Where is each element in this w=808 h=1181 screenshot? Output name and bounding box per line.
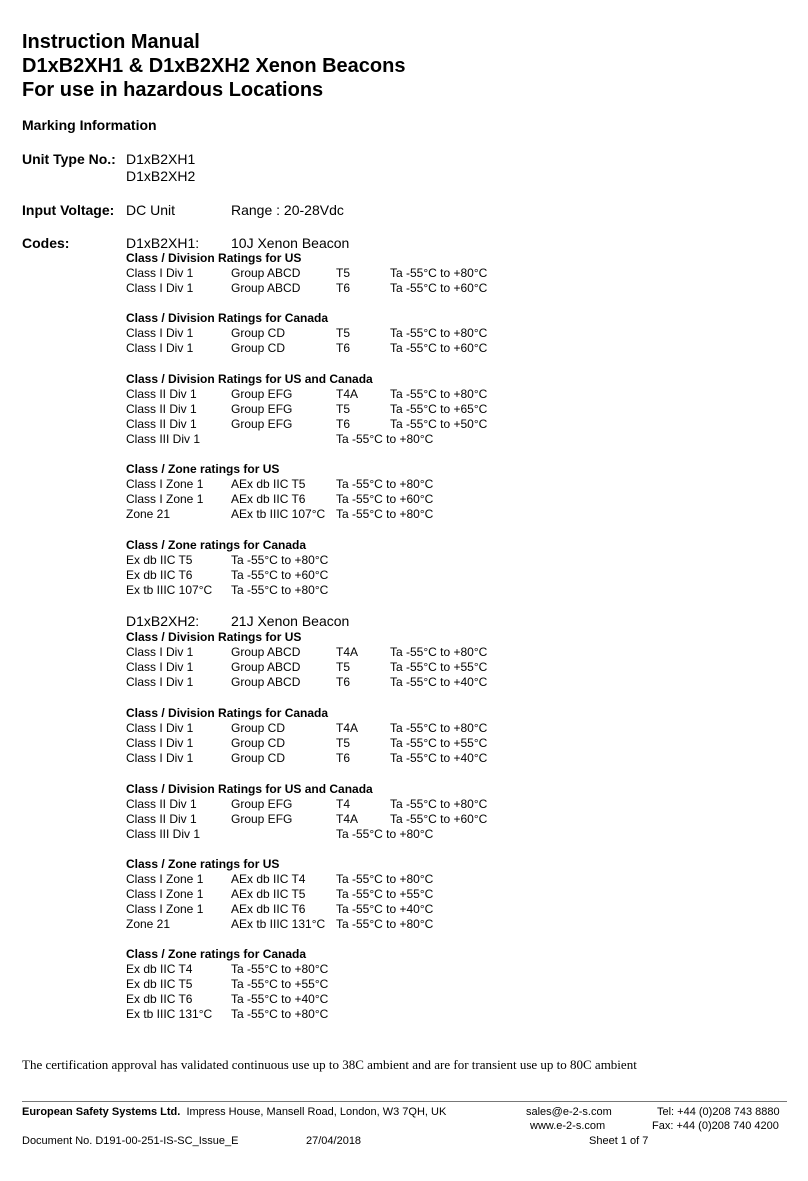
section-heading: Class / Division Ratings for Canada <box>126 311 329 325</box>
group-cell: Group EFG <box>231 387 293 401</box>
marking-cell: Ex db IIC T5 <box>126 553 193 567</box>
ambient-cell: Ta -55°C to +80°C <box>336 917 434 931</box>
ambient-cell: Ta -55°C to +40°C <box>390 751 488 765</box>
group-cell: Group CD <box>231 341 286 355</box>
certification-note: The certification approval has validated continuous use up to 38C ambient and are for transient use up to 80C ambient <box>22 1057 637 1072</box>
temp-class-cell: T5 <box>336 326 351 340</box>
model-description: 10J Xenon Beacon <box>231 235 350 251</box>
marking-cell: AEx tb IIIC 131°C <box>231 917 326 931</box>
temp-class-cell: T5 <box>336 266 351 280</box>
company-address: Impress House, Mansell Road, London, W3 7QH, UK <box>186 1106 447 1118</box>
temp-class-cell: T4 <box>336 797 351 811</box>
ambient-cell: Ta -55°C to +80°C <box>336 827 434 841</box>
input-voltage-range: Range : 20-28Vdc <box>231 202 344 218</box>
class-cell: Class I Zone 1 <box>126 887 204 901</box>
ambient-cell: Ta -55°C to +80°C <box>231 553 329 567</box>
temp-class-cell: T5 <box>336 402 351 416</box>
marking-cell: AEx db IIC T6 <box>231 902 306 916</box>
class-cell: Zone 21 <box>126 917 171 931</box>
ambient-cell: Ta -55°C to +80°C <box>336 507 434 521</box>
class-cell: Class I Div 1 <box>126 721 194 735</box>
class-cell: Class II Div 1 <box>126 812 197 826</box>
ambient-cell: Ta -55°C to +60°C <box>336 492 434 506</box>
class-cell: Class I Div 1 <box>126 751 194 765</box>
usage-title: For use in hazardous Locations <box>22 79 324 101</box>
telephone: Tel: +44 (0)208 743 8880 <box>657 1106 780 1118</box>
marking-cell: Ex db IIC T5 <box>126 977 193 991</box>
ambient-cell: Ta -55°C to +80°C <box>390 721 488 735</box>
marking-cell: AEx db IIC T5 <box>231 477 306 491</box>
class-cell: Class I Zone 1 <box>126 902 204 916</box>
ambient-cell: Ta -55°C to +80°C <box>390 326 488 340</box>
ambient-cell: Ta -55°C to +80°C <box>336 477 434 491</box>
temp-class-cell: T5 <box>336 736 351 750</box>
website-link[interactable]: www.e-2-s.com <box>530 1120 606 1132</box>
ambient-cell: Ta -55°C to +80°C <box>390 645 488 659</box>
footer-company-line <box>22 1106 446 1118</box>
marking-cell: Ex tb IIIC 107°C <box>126 583 213 597</box>
group-cell: Group ABCD <box>231 660 301 674</box>
input-voltage-label: Input Voltage: <box>22 202 115 218</box>
ambient-cell: Ta -55°C to +55°C <box>336 887 434 901</box>
temp-class-cell: T5 <box>336 660 351 674</box>
section-heading: Class / Division Ratings for US <box>126 251 302 265</box>
ambient-cell: Ta -55°C to +65°C <box>390 402 488 416</box>
group-cell: Group ABCD <box>231 281 301 295</box>
ambient-cell: Ta -55°C to +55°C <box>390 736 488 750</box>
section-heading: Class / Division Ratings for Canada <box>126 706 329 720</box>
ambient-cell: Ta -55°C to +50°C <box>390 417 488 431</box>
temp-class-cell: T6 <box>336 675 351 689</box>
temp-class-cell: T6 <box>336 281 351 295</box>
model-name: D1xB2XH1: <box>126 235 200 251</box>
ambient-cell: Ta -55°C to +80°C <box>336 872 434 886</box>
temp-class-cell: T6 <box>336 341 351 355</box>
class-cell: Class II Div 1 <box>126 387 197 401</box>
marking-cell: Ex db IIC T6 <box>126 568 193 582</box>
document-number: Document No. D191-00-251-IS-SC_Issue_E <box>22 1135 239 1147</box>
group-cell: Group EFG <box>231 402 293 416</box>
temp-class-cell: T6 <box>336 417 351 431</box>
group-cell: Group CD <box>231 736 286 750</box>
group-cell: Group ABCD <box>231 675 301 689</box>
section-heading: Class / Zone ratings for Canada <box>126 947 307 961</box>
marking-cell: AEx tb IIIC 107°C <box>231 507 326 521</box>
group-cell: Group EFG <box>231 797 293 811</box>
temp-class-cell: T4A <box>336 812 359 826</box>
section-heading: Class / Division Ratings for US and Canada <box>126 372 373 386</box>
temp-class-cell: T6 <box>336 751 351 765</box>
class-cell: Class I Zone 1 <box>126 492 204 506</box>
ambient-cell: Ta -55°C to +55°C <box>390 660 488 674</box>
section-heading: Class / Zone ratings for US <box>126 462 280 476</box>
group-cell: Group CD <box>231 326 286 340</box>
document-date: 27/04/2018 <box>306 1135 362 1147</box>
codes-label: Codes: <box>22 235 70 251</box>
class-cell: Class II Div 1 <box>126 797 197 811</box>
unit-type-label: Unit Type No.: <box>22 151 116 167</box>
class-cell: Class I Zone 1 <box>126 477 204 491</box>
class-cell: Class III Div 1 <box>126 432 201 446</box>
temp-class-cell: T4A <box>336 645 359 659</box>
marking-heading: Marking Information <box>22 117 157 133</box>
marking-cell: Ex db IIC T4 <box>126 962 193 976</box>
input-voltage-type: DC Unit <box>126 202 176 218</box>
section-heading: Class / Zone ratings for US <box>126 857 280 871</box>
sheet-number: Sheet 1 of 7 <box>589 1135 649 1147</box>
class-cell: Class I Div 1 <box>126 341 194 355</box>
ambient-cell: Ta -55°C to +80°C <box>231 1007 329 1021</box>
class-cell: Class I Div 1 <box>126 645 194 659</box>
group-cell: Group CD <box>231 721 286 735</box>
product-title: D1xB2XH1 & D1xB2XH2 Xenon Beacons <box>22 55 406 77</box>
group-cell: Group CD <box>231 751 286 765</box>
class-cell: Class III Div 1 <box>126 827 201 841</box>
class-cell: Class I Div 1 <box>126 660 194 674</box>
ambient-cell: Ta -55°C to +60°C <box>390 281 488 295</box>
section-heading: Class / Division Ratings for US <box>126 630 302 644</box>
ambient-cell: Ta -55°C to +80°C <box>231 962 329 976</box>
temp-class-cell: T4A <box>336 721 359 735</box>
footer-divider <box>22 1101 787 1102</box>
class-cell: Zone 21 <box>126 507 171 521</box>
class-cell: Class I Div 1 <box>126 281 194 295</box>
class-cell: Class I Zone 1 <box>126 872 204 886</box>
marking-cell: AEx db IIC T6 <box>231 492 306 506</box>
group-cell: Group EFG <box>231 417 293 431</box>
ambient-cell: Ta -55°C to +55°C <box>231 977 329 991</box>
section-heading: Class / Zone ratings for Canada <box>126 538 307 552</box>
fax: Fax: +44 (0)208 740 4200 <box>652 1120 779 1132</box>
temp-class-cell: T4A <box>336 387 359 401</box>
model-name: D1xB2XH2: <box>126 613 200 629</box>
ambient-cell: Ta -55°C to +80°C <box>390 797 488 811</box>
ambient-cell: Ta -55°C to +80°C <box>231 583 329 597</box>
class-cell: Class I Div 1 <box>126 675 194 689</box>
marking-cell: AEx db IIC T4 <box>231 872 306 886</box>
class-cell: Class I Div 1 <box>126 326 194 340</box>
ambient-cell: Ta -55°C to +60°C <box>231 568 329 582</box>
marking-cell: AEx db IIC T5 <box>231 887 306 901</box>
model-description: 21J Xenon Beacon <box>231 613 350 629</box>
ambient-cell: Ta -55°C to +60°C <box>390 341 488 355</box>
unit-type-value: D1xB2XH1 <box>126 151 196 167</box>
ambient-cell: Ta -55°C to +40°C <box>231 992 329 1006</box>
group-cell: Group EFG <box>231 812 293 826</box>
ambient-cell: Ta -55°C to +40°C <box>390 675 488 689</box>
ambient-cell: Ta -55°C to +80°C <box>336 432 434 446</box>
section-heading: Class / Division Ratings for US and Canada <box>126 782 373 796</box>
group-cell: Group ABCD <box>231 266 301 280</box>
class-cell: Class II Div 1 <box>126 417 197 431</box>
manual-title: Instruction Manual <box>22 31 200 53</box>
email-link[interactable]: sales@e-2-s.com <box>526 1106 612 1118</box>
ambient-cell: Ta -55°C to +80°C <box>390 266 488 280</box>
ambient-cell: Ta -55°C to +60°C <box>390 812 488 826</box>
ambient-cell: Ta -55°C to +40°C <box>336 902 434 916</box>
group-cell: Group ABCD <box>231 645 301 659</box>
class-cell: Class I Div 1 <box>126 266 194 280</box>
ambient-cell: Ta -55°C to +80°C <box>390 387 488 401</box>
marking-cell: Ex db IIC T6 <box>126 992 193 1006</box>
class-cell: Class II Div 1 <box>126 402 197 416</box>
unit-type-value: D1xB2XH2 <box>126 168 196 184</box>
class-cell: Class I Div 1 <box>126 736 194 750</box>
company-name: European Safety Systems Ltd. <box>22 1106 181 1118</box>
marking-cell: Ex tb IIIC 131°C <box>126 1007 213 1021</box>
